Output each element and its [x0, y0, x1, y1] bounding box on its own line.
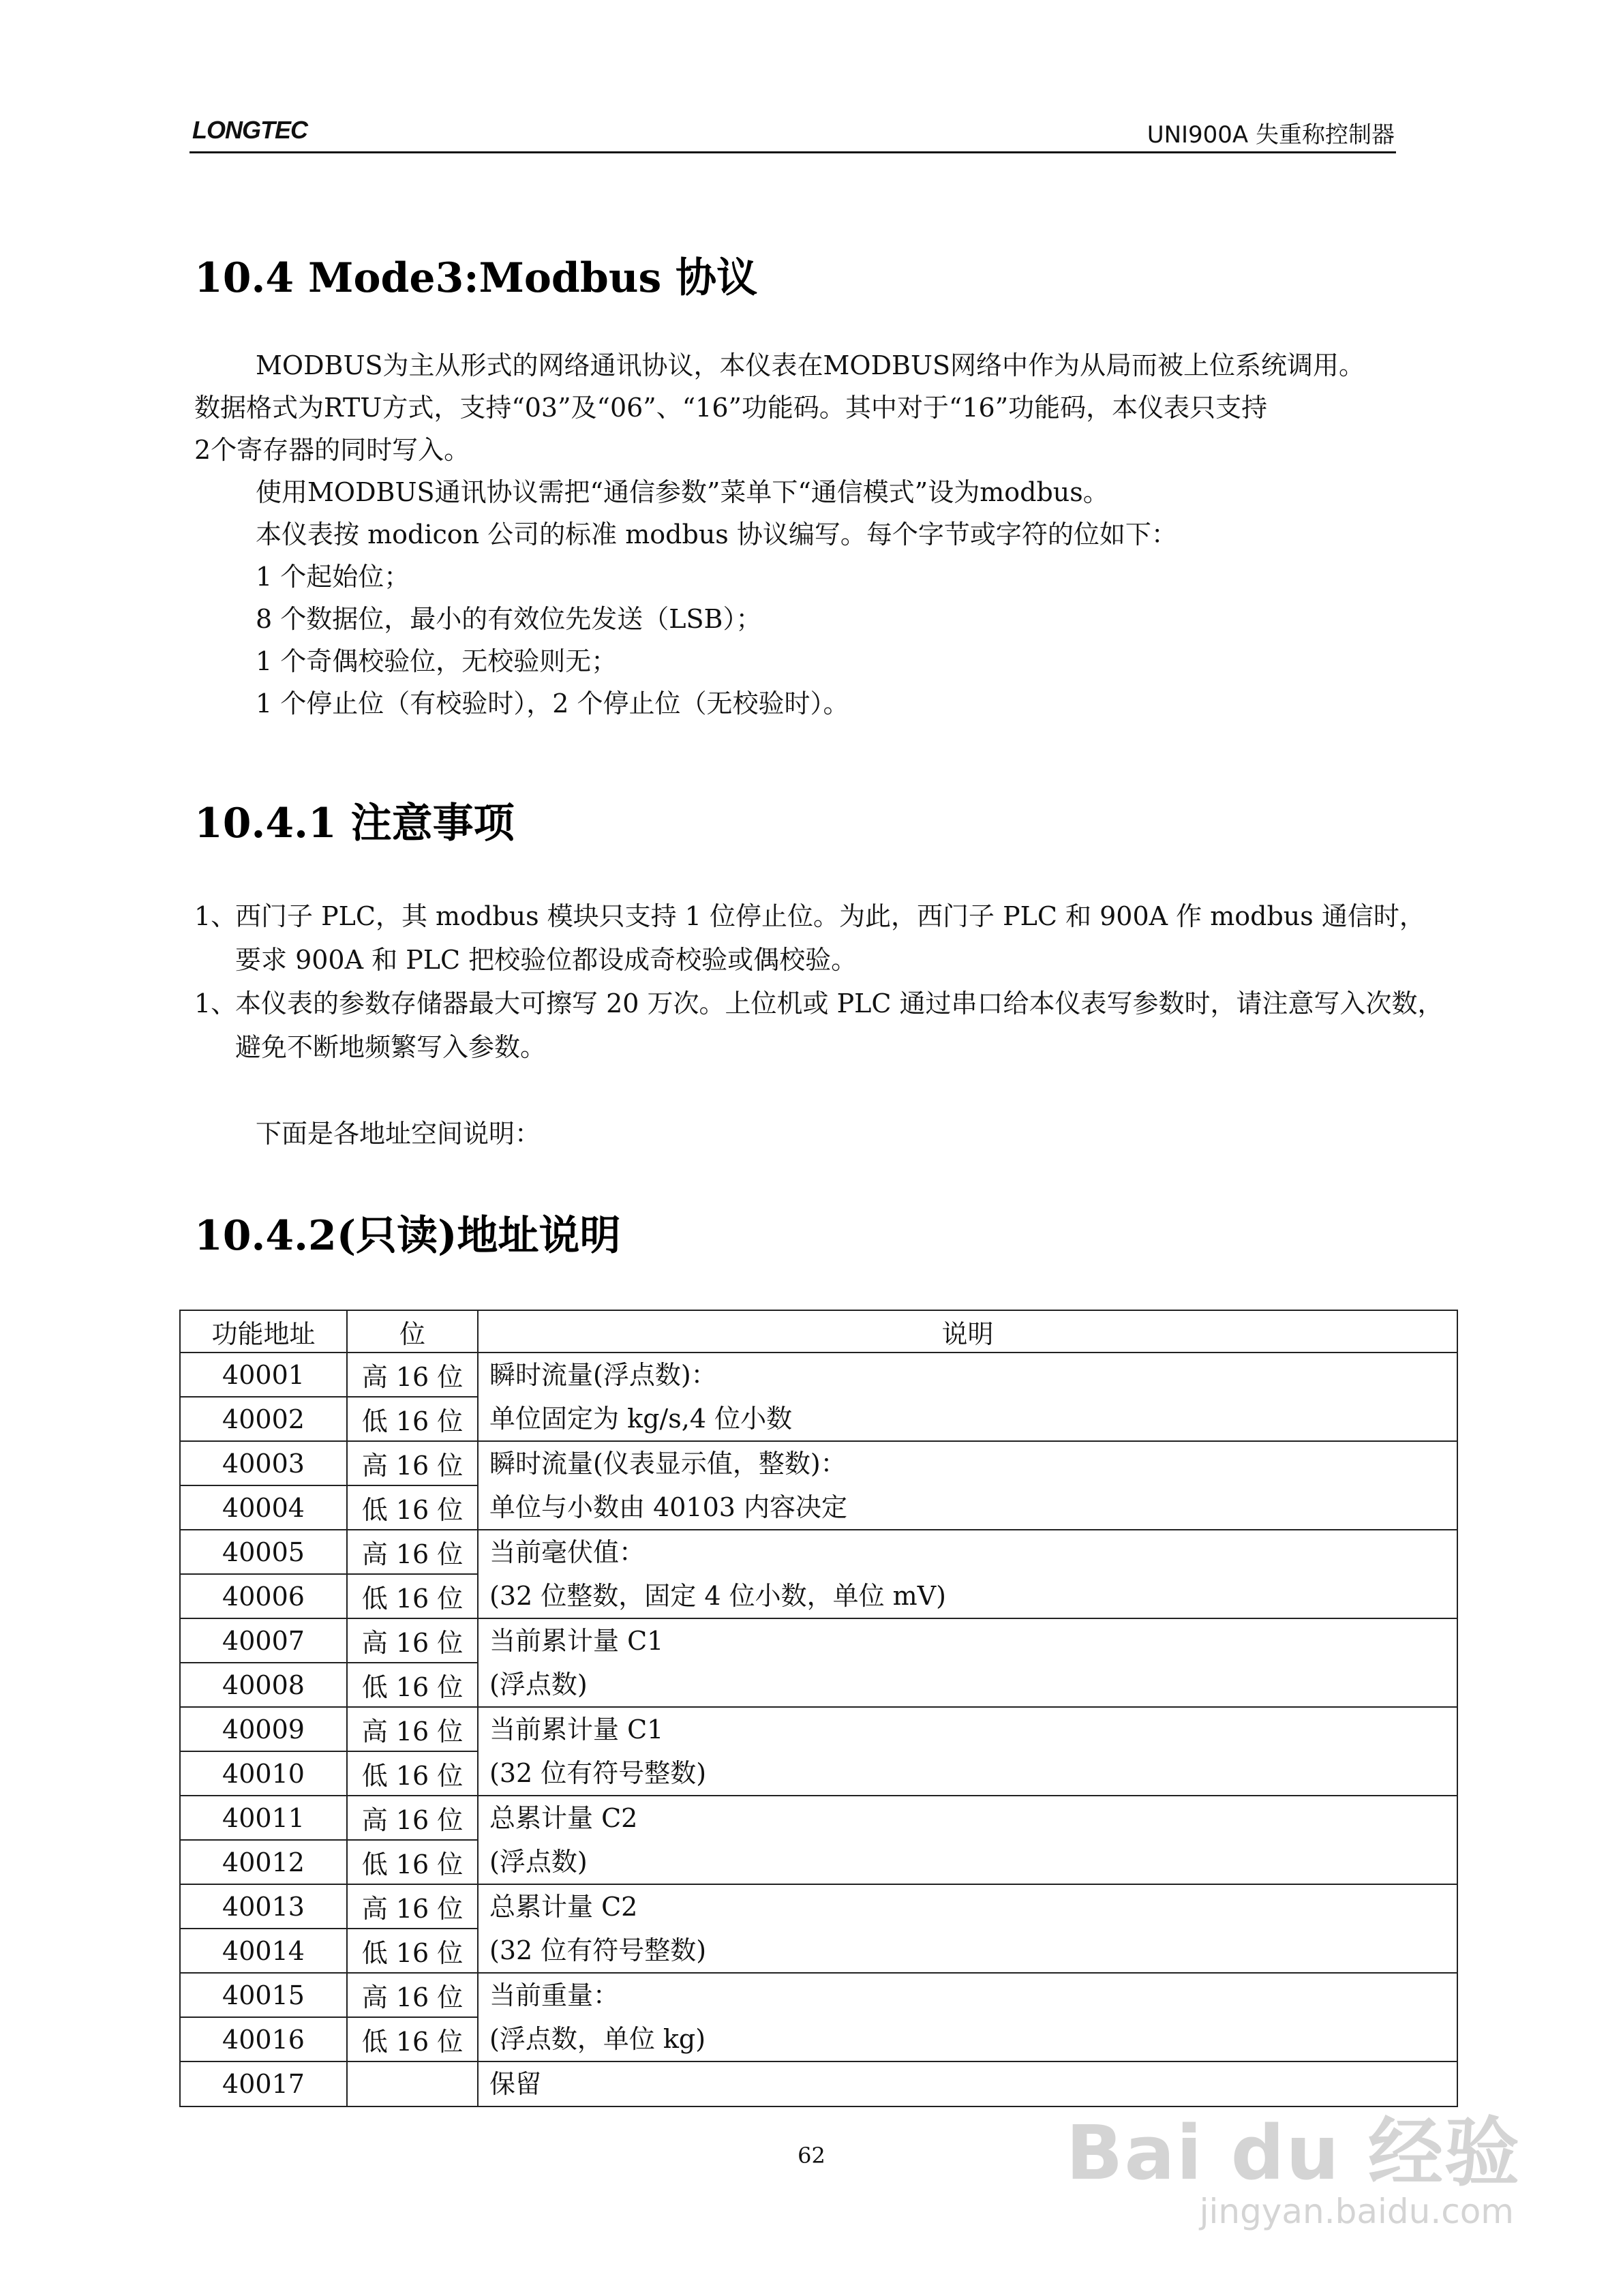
cell-description: 当前累计量 C1	[478, 1707, 1457, 1751]
cell-description: 单位与小数由 40103 内容决定	[478, 1485, 1457, 1530]
cell-bit: 低 16 位	[347, 1574, 478, 1618]
table-row	[180, 1663, 1457, 1707]
section-title: 10.4 Mode3:Modbus 协议	[194, 254, 758, 302]
header-divider	[189, 151, 1396, 153]
cell-bit: 高 16 位	[347, 1530, 478, 1574]
watermark-logo: Bai du 经验	[1065, 2109, 1521, 2196]
list-item-text: 西门子 PLC，其 modbus 模块只支持 1 位停止位。为此，西门子 PLC 和 900A 作 modbus 通信时，要求 900A 和 PLC 把校验位都设成奇校验或偶校验。	[235, 901, 1425, 975]
cell-address: 40003	[180, 1441, 347, 1485]
cell-address: 40011	[180, 1796, 347, 1840]
cell-bit: 高 16 位	[347, 1884, 478, 1929]
cell-bit: 高 16 位	[347, 1796, 478, 1840]
table-row	[180, 1441, 1457, 1485]
list-item	[194, 982, 1448, 1069]
table-row	[180, 2017, 1457, 2061]
table-header-row	[180, 1310, 1457, 1353]
cell-bit: 高 16 位	[347, 1973, 478, 2017]
notes-intro: 下面是各地址空间说明：	[256, 1119, 541, 1149]
paragraph: 1 个奇偶校验位，无校验则无；	[256, 646, 618, 676]
cell-address: 40004	[180, 1485, 347, 1530]
cell-description: 总累计量 C2	[478, 1796, 1457, 1840]
table-row	[180, 1485, 1457, 1530]
cell-address: 40009	[180, 1707, 347, 1751]
cell-bit: 低 16 位	[347, 1929, 478, 1973]
cell-address: 40014	[180, 1929, 347, 1973]
cell-bit: 高 16 位	[347, 1618, 478, 1663]
cell-bit: 低 16 位	[347, 1751, 478, 1796]
paragraph: 使用MODBUS通讯协议需把“通信参数”菜单下“通信模式”设为modbus。	[256, 477, 1109, 507]
table-row	[180, 1574, 1457, 1618]
paragraph: 1 个停止位（有校验时），2 个停止位（无校验时）。	[256, 689, 849, 719]
column-header-address: 功能地址	[180, 1310, 347, 1353]
cell-description: 总累计量 C2	[478, 1884, 1457, 1929]
cell-address: 40015	[180, 1973, 347, 2017]
paragraph: 数据格式为RTU方式，支持“03”及“06”、“16”功能码。其中对于“16”功能码，本仪表只支持	[194, 393, 1268, 423]
address-table	[179, 1310, 1458, 2107]
cell-description: (32 位有符号整数)	[478, 1929, 1457, 1973]
cell-bit	[347, 2061, 478, 2106]
header-product-title: UNI900A 失重称控制器	[1147, 121, 1395, 149]
cell-address: 40001	[180, 1353, 347, 1397]
cell-address: 40012	[180, 1840, 347, 1884]
list-item	[194, 894, 1448, 982]
cell-bit: 低 16 位	[347, 1485, 478, 1530]
table-row	[180, 1707, 1457, 1751]
cell-bit: 高 16 位	[347, 1707, 478, 1751]
list-item-number: 1、	[194, 988, 237, 1018]
table-row	[180, 1884, 1457, 1929]
table-row	[180, 1796, 1457, 1840]
cell-description: (32 位有符号整数)	[478, 1751, 1457, 1796]
paragraph: 本仪表按 modicon 公司的标准 modbus 协议编写。每个字节或字符的位如下：	[256, 519, 1177, 549]
notes-list	[194, 894, 1448, 1069]
paragraph: MODBUS为主从形式的网络通讯协议，本仪表在MODBUS网络中作为从局而被上位系统调用。	[256, 350, 1365, 380]
cell-description: (浮点数)	[478, 1663, 1457, 1707]
cell-description: 保留	[478, 2061, 1457, 2106]
cell-description: 当前重量：	[478, 1973, 1457, 2017]
cell-bit: 低 16 位	[347, 1663, 478, 1707]
table-row	[180, 1397, 1457, 1441]
paragraph: 2个寄存器的同时写入。	[194, 435, 470, 465]
cell-description: (浮点数)	[478, 1840, 1457, 1884]
cell-description: 当前累计量 C1	[478, 1618, 1457, 1663]
cell-address: 40008	[180, 1663, 347, 1707]
paragraph: 1 个起始位；	[256, 562, 410, 592]
cell-address: 40007	[180, 1618, 347, 1663]
list-item-number: 1、	[194, 901, 237, 931]
table-row	[180, 1618, 1457, 1663]
cell-address: 40006	[180, 1574, 347, 1618]
watermark-url: jingyan.baidu.com	[1199, 2192, 1514, 2231]
table-row	[180, 1751, 1457, 1796]
notes-title: 10.4.1 注意事项	[194, 800, 515, 847]
table-row	[180, 1929, 1457, 1973]
cell-description: (32 位整数，固定 4 位小数，单位 mV)	[478, 1574, 1457, 1618]
table-row	[180, 1840, 1457, 1884]
readonly-title: 10.4.2(只读)地址说明	[194, 1212, 621, 1260]
header-brand: LONGTEC	[192, 116, 307, 144]
table-row	[180, 1530, 1457, 1574]
column-header-description: 说明	[478, 1310, 1457, 1353]
cell-address: 40005	[180, 1530, 347, 1574]
cell-bit: 低 16 位	[347, 1397, 478, 1441]
cell-address: 40017	[180, 2061, 347, 2106]
cell-bit: 低 16 位	[347, 1840, 478, 1884]
section-body	[194, 344, 1448, 725]
cell-address: 40016	[180, 2017, 347, 2061]
cell-description: 当前毫伏值：	[478, 1530, 1457, 1574]
cell-description: (浮点数，单位 kg)	[478, 2017, 1457, 2061]
paragraph: 8 个数据位，最小的有效位先发送（LSB）；	[256, 604, 762, 634]
cell-description: 瞬时流量(浮点数)：	[478, 1353, 1457, 1397]
list-item-text: 本仪表的参数存储器最大可擦写 20 万次。上位机或 PLC 通过串口给本仪表写参数时，请注意写入次数，避免不断地频繁写入参数。	[235, 988, 1444, 1062]
table-row	[180, 1973, 1457, 2017]
cell-bit: 低 16 位	[347, 2017, 478, 2061]
column-header-bit: 位	[347, 1310, 478, 1353]
cell-bit: 高 16 位	[347, 1353, 478, 1397]
table-row	[180, 1353, 1457, 1397]
cell-address: 40002	[180, 1397, 347, 1441]
cell-description: 单位固定为 kg/s,4 位小数	[478, 1397, 1457, 1441]
cell-description: 瞬时流量(仪表显示值，整数)：	[478, 1441, 1457, 1485]
cell-address: 40010	[180, 1751, 347, 1796]
cell-bit: 高 16 位	[347, 1441, 478, 1485]
page-number: 62	[798, 2143, 825, 2169]
cell-address: 40013	[180, 1884, 347, 1929]
